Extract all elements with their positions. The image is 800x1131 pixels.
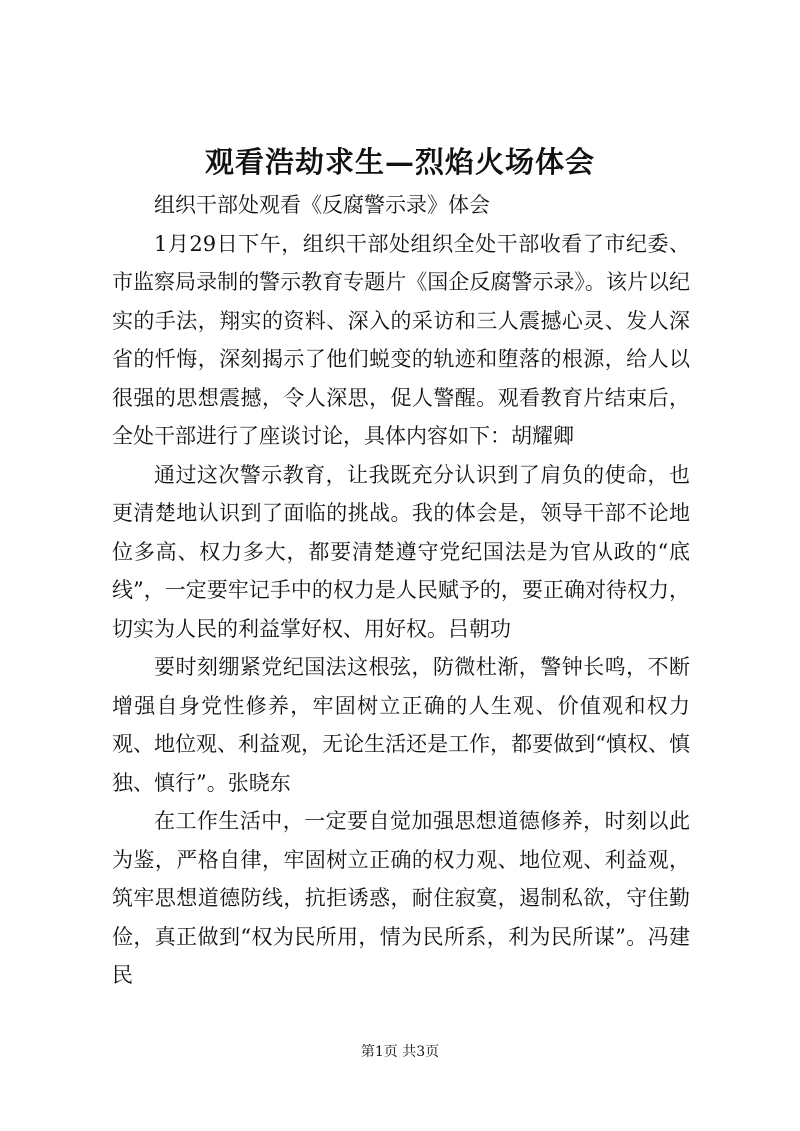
document-body bbox=[112, 186, 690, 995]
paragraph-reflection-1: 通过这次警示教育，让我既充分认识到了肩负的使命，也更清楚地认识到了面临的挑战。我的体会是，领导干部不论地位多高、权力多大，都要清楚遵守党纪国法是为官从政的“底线”，一定要牢记手中的权力是人民赋予的，要正确对待权力，切实为人民的利益掌好权、用好权。吕朝功 bbox=[112, 462, 690, 641]
paragraph-reflection-2: 要时刻绷紧党纪国法这根弦，防微杜渐，警钟长鸣，不断增强自身党性修养，牢固树立正确的人生观、价值观和权力观、地位观、利益观，无论生活还是工作，都要做到“慎权、慎独、慎行”。张晓东 bbox=[112, 655, 690, 795]
page-footer: 第1页 共3页 bbox=[360, 1044, 440, 1060]
paragraph-reflection-3: 在工作生活中，一定要自觉加强思想道德修养，时刻以此为鉴，严格自律，牢固树立正确的权力观、地位观、利益观，筑牢思想道德防线，抗拒诱惑，耐住寂寞，遏制私欲，守住勤俭，真正做到“权为民所用，情为民所系，利为民所谋”。冯建民 bbox=[112, 809, 690, 987]
document-title: 观看浩劫求生—烈焰火场体会 bbox=[204, 145, 595, 179]
paragraph-subtitle: 组织干部处观看《反腐警示录》体会 bbox=[154, 193, 490, 217]
paragraph-intro: 1月29日下午，组织干部处组织全处干部收看了市纪委、市监察局录制的警示教育专题片《国企反腐警示录》。该片以纪实的手法，翔实的资料、深入的采访和三人震撼心灵、发人深省的忏悔，深刻揭示了他们蜕变的轨迹和堕落的根源，给人以很强的思想震撼，令人深思，促人警醒。观看教育片结束后，全处干部进行了座谈讨论，具体内容如下：胡耀卿 bbox=[112, 231, 690, 448]
